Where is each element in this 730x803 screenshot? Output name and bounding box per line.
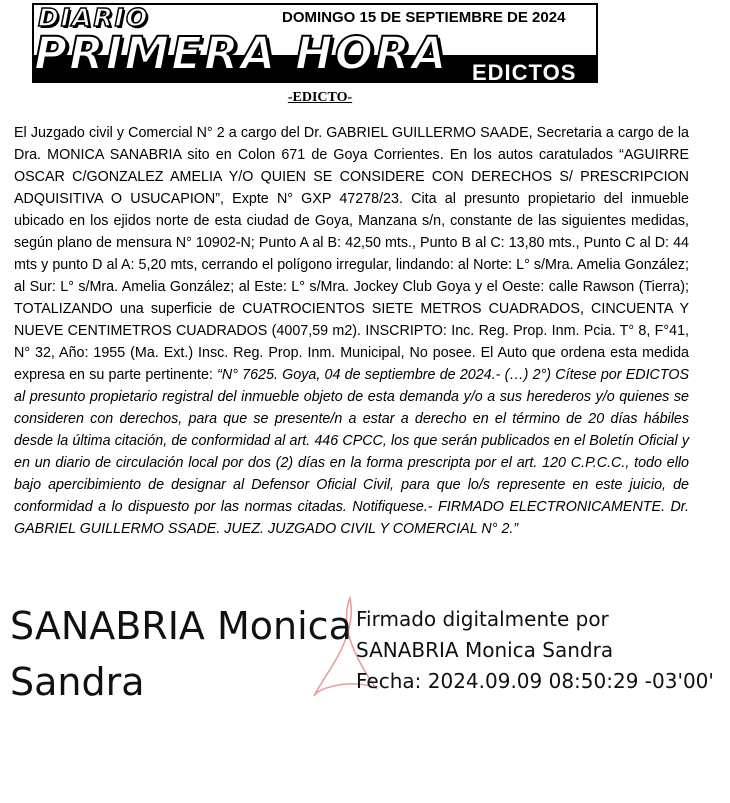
- signature-details: [356, 604, 714, 697]
- edict-quote: “N° 7625. Goya, 04 de septiembre de 2024.- (…) 2°) Cítese por EDICTOS al presunto propietario registral del inmueble objeto de esta demanda y/o a sus herederos y/o quienes se consideren con derechos, para que se presente/n a estar a derecho en el término de 20 días hábiles desde la última citación, de conformidad al art. 446 CPCC, los que serán publicados en el Boletín Oficial y en un diario de circulación local por dos (2) días en la forma prescripta por el art. 120 C.P.C.C., todo ello bajo apercibimiento de designar al Defensor Oficial Civil, para que lo/s represente en este juicio, de conformidad a lo dispuesto por las normas citadas. Notifiquese.- FIRMADO ELECTRONICAMENTE. Dr. GABRIEL GUILLERMO SSADE. JUEZ. JUZGADO CIVIL Y COMERCIAL N° 2.”: [14, 367, 689, 537]
- masthead: [32, 3, 598, 83]
- signer-name-line2: Sandra: [10, 660, 145, 704]
- logo-diario: DIARIO: [38, 3, 150, 32]
- edict-kicker: -EDICTO-: [287, 90, 353, 105]
- digital-signature: [10, 598, 714, 718]
- signer-name-large: [10, 598, 352, 710]
- edict-body: [14, 122, 689, 540]
- issue-date: DOMINGO 15 DE SEPTIEMBRE DE 2024: [282, 9, 566, 26]
- signature-date: Fecha: 2024.09.09 08:50:29 -03'00': [356, 669, 714, 693]
- section-label: EDICTOS: [472, 63, 577, 83]
- signed-by-label: Firmado digitalmente por: [356, 607, 609, 631]
- logo-primera-hora: PRIMERA HORA: [34, 27, 449, 80]
- edict-intro: El Juzgado civil y Comercial N° 2 a cargo del Dr. GABRIEL GUILLERMO SAADE, Secretaria a cargo de la Dra. MONICA SANABRIA sito en Colon 671 de Goya Corrientes. En los autos caratulados “AGUIRRE OSCAR C/GONZALEZ AMELIA Y/O QUIEN SE CONSIDERE CON DERECHOS S/ PRESCRIPCION ADQUISITIVA O USUCAPION”, Expte N° GXP 47278/23. Cita al presunto propietario del inmueble ubicado en los ejidos norte de esta ciudad de Goya, Manzana s/n, constante de las siguientes medidas, según plano de mensura N° 10902-N; Punto A al B: 42,50 mts., Punto B al C: 13,80 mts., Punto C al D: 44 mts y punto D al A: 5,20 mts, cerrando el polígono irregular, lindando: al Norte: L° s/Mra. Amelia González; al Sur: L° s/Mra. Amelia González; al Este: L° s/Mra. Jockey Club Goya y el Oeste: calle Rawson (Tierra); TOTALIZANDO una superficie de CUATROCIENTOS SIETE METROS CUADRADOS, CINCUENTA Y NUEVE CENTIMETROS CUADRADOS (4007,59 m2). INSCRIPTO: Inc. Reg. Prop. Inm. Pcia. T° 8, F°41, N° 32, Año: 1955 (Ma. Ext.) Insc. Reg. Prop. Inm. Municipal, No posee. El Auto que ordena esta medida expresa en su parte pertinente:: [14, 125, 689, 383]
- signer-name-line1: SANABRIA Monica: [10, 604, 352, 648]
- edict-paragraph: [14, 122, 689, 540]
- signer-name: SANABRIA Monica Sandra: [356, 638, 614, 662]
